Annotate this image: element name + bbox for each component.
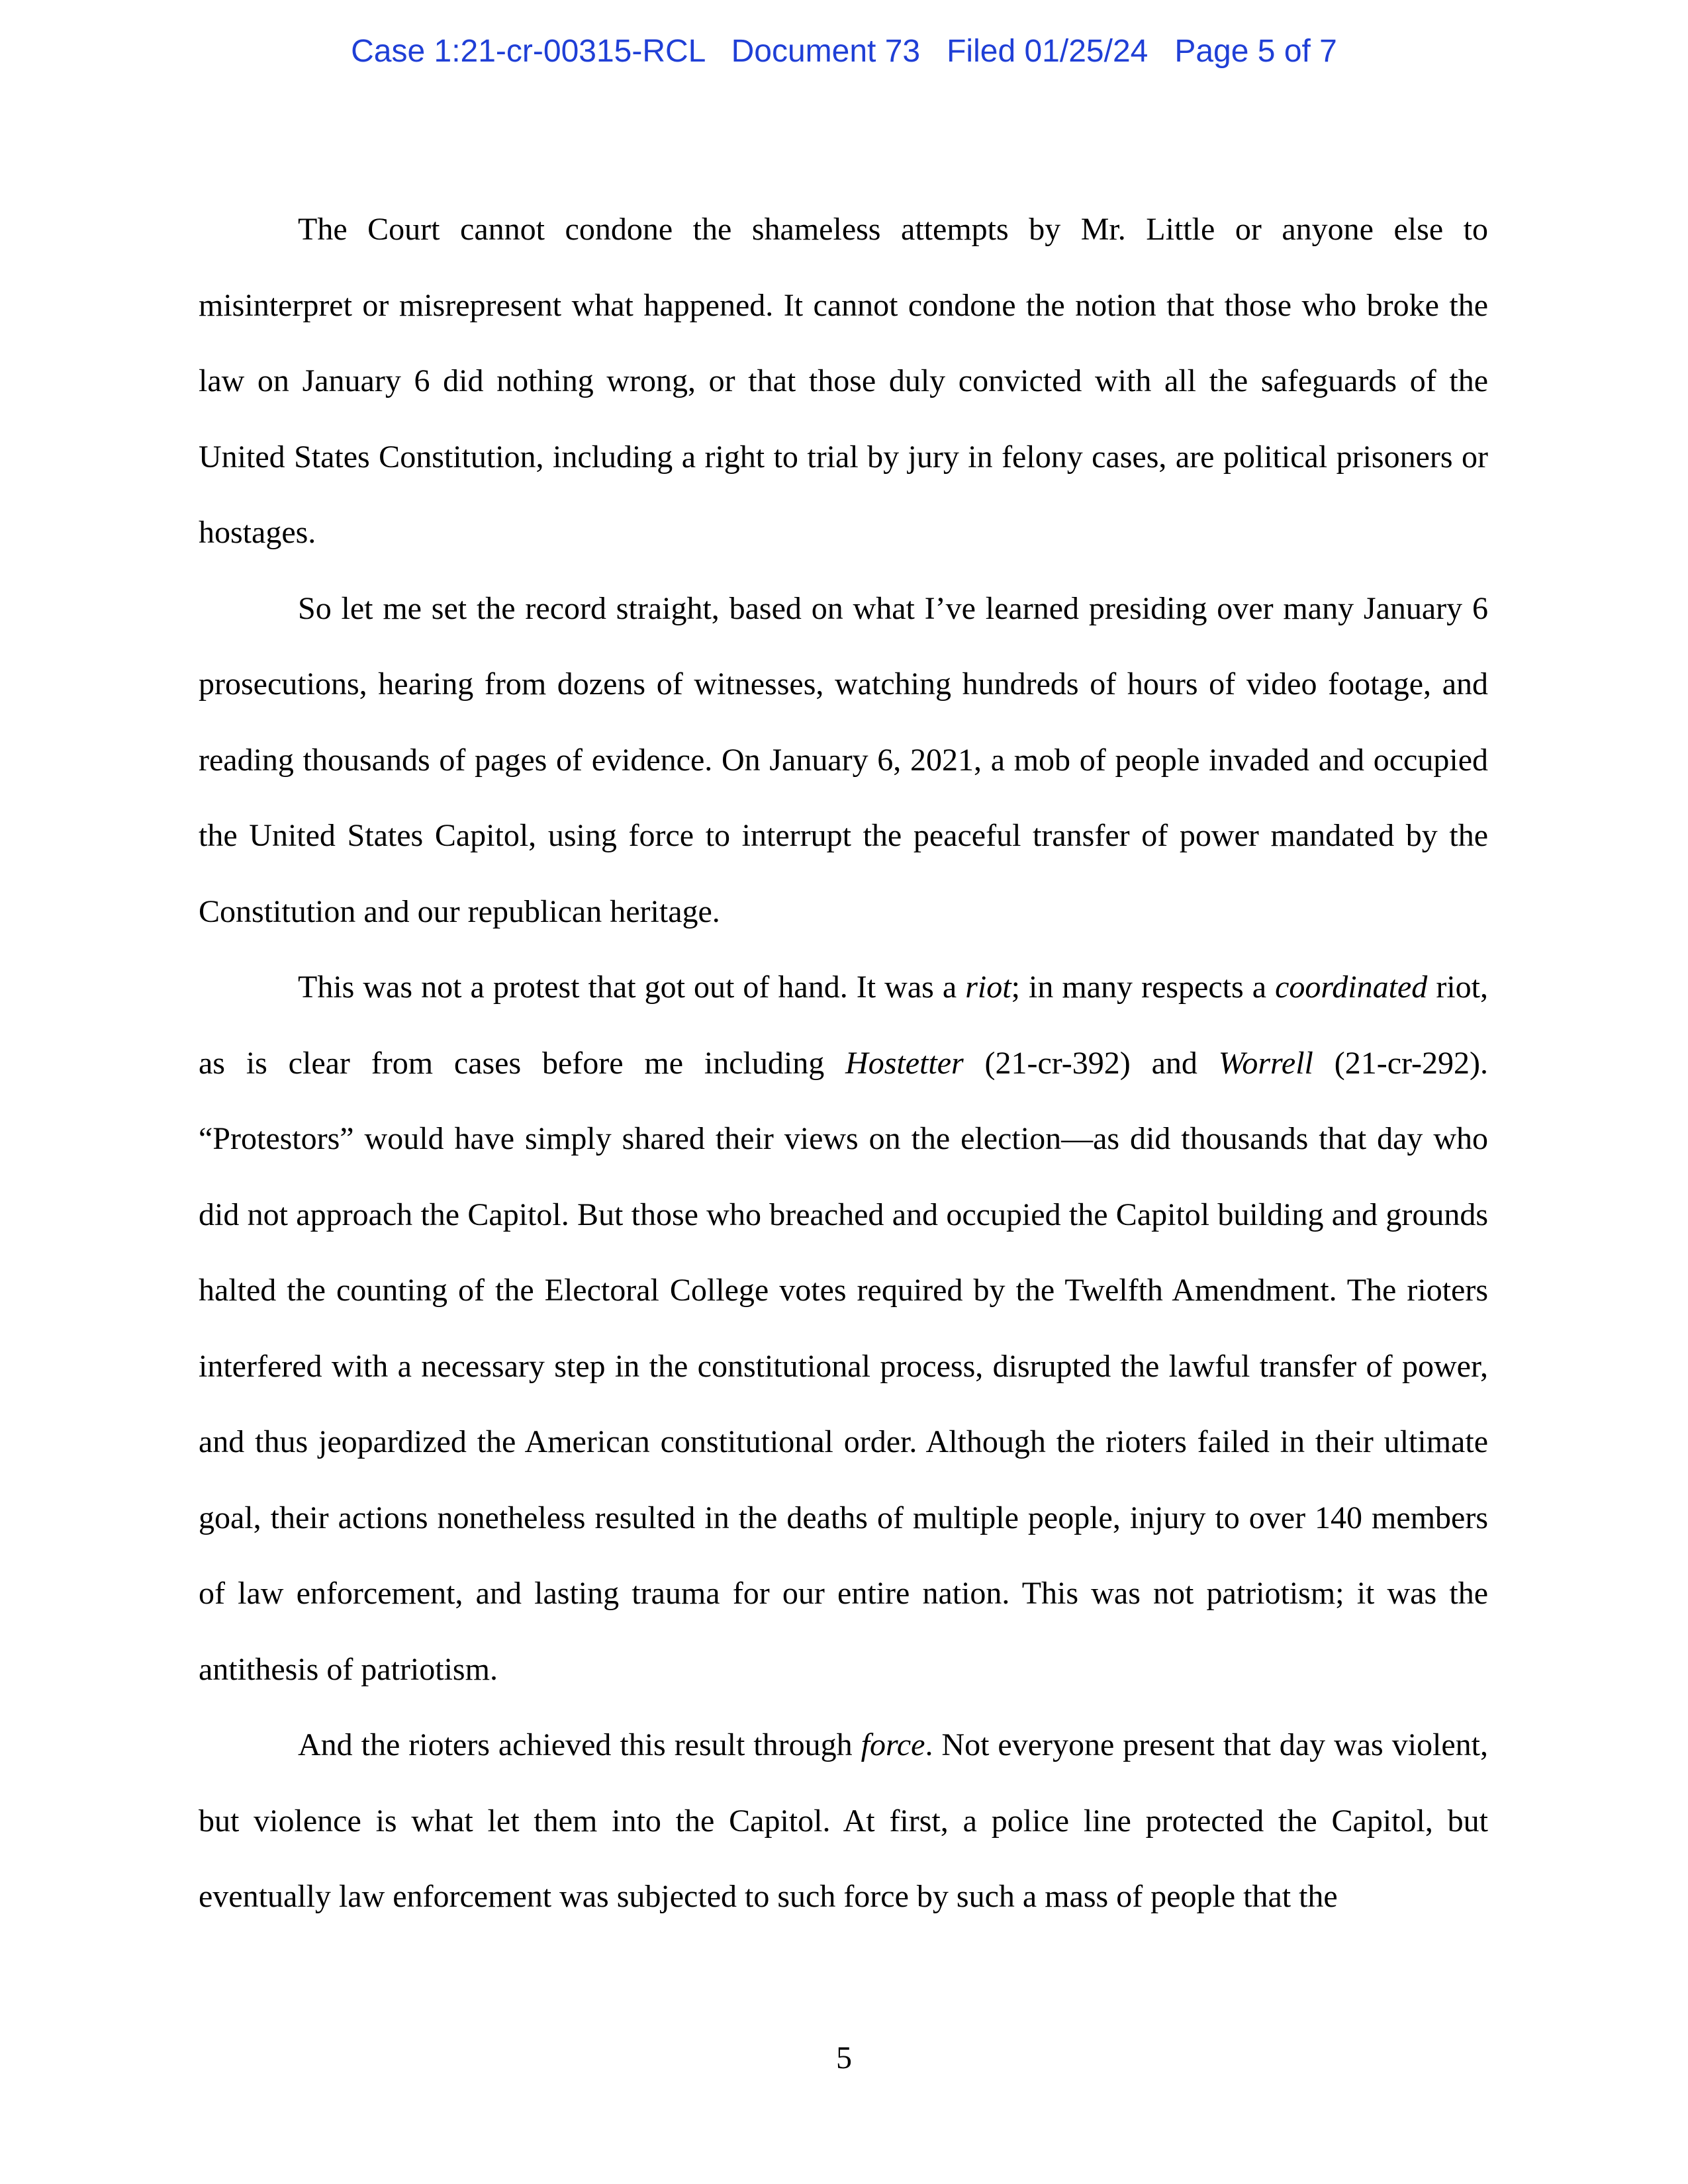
- paragraph-text: And the rioters achieved this result through: [298, 1727, 861, 1762]
- case-name-hostetter: Hostetter: [845, 1045, 964, 1081]
- paragraph: [199, 192, 1488, 571]
- paragraph: [199, 1707, 1488, 1935]
- page-number: 5: [836, 2040, 852, 2075]
- emphasis-force: force: [861, 1727, 925, 1762]
- filed-date: Filed 01/25/24: [947, 34, 1149, 69]
- ecf-header-stamp: [0, 30, 1688, 73]
- case-name-worrell: Worrell: [1218, 1045, 1313, 1081]
- page-indicator: Page 5 of 7: [1174, 34, 1337, 69]
- paragraph-text: . Not everyone present that day was violent, but violence is what let them into the Capitol. At first, a police line protected the Capitol, but eventually law enforcement was subjected to such force by such a mass of people that the: [199, 1727, 1489, 1914]
- paragraph-text: So let me set the record straight, based on what I’ve learned presiding over many January 6 prosecutions, hearing from dozens of witnesses, watching hundreds of hours of video footage, and reading thousands of pages of evidence. On January 6, 2021, a mob of people invaded and occupied the United States Capitol, using force to interrupt the peaceful transfer of power mandated by the Constitution and our republican heritage.: [199, 590, 1488, 929]
- paragraph-text: (21-cr-292). “Protestors” would have simply shared their views on the election—as did thousands that day who did not approach the Capitol. But those who breached and occupied the Capitol building and grounds halted the counting of the Electoral College votes required by the Twelfth Amendment. The rioters interfered with a necessary step in the constitutional process, disrupted the lawful transfer of power, and thus jeopardized the American constitutional order. Although the rioters failed in their ultimate goal, their actions nonetheless resulted in the deaths of multiple people, injury to over 140 members of law enforcement, and lasting trauma for our entire nation. This was not patriotism; it was the antithesis of patriotism.: [199, 1045, 1488, 1687]
- emphasis-riot: riot: [965, 970, 1011, 1005]
- paragraph: [199, 950, 1488, 1707]
- paragraph-text: (21-cr-392) and: [963, 1045, 1219, 1081]
- paragraph-text: ; in many respects a: [1011, 970, 1276, 1005]
- document-number: Document 73: [731, 34, 921, 69]
- paragraph-text: riot, as is clear from cases before me including: [199, 970, 1488, 1081]
- case-number: Case 1:21-cr-00315-RCL: [351, 34, 705, 69]
- body-text: [199, 192, 1488, 1935]
- paragraph-text: The Court cannot condone the shameless attempts by Mr. Little or anyone else to misinterpret or misrepresent what happened. It cannot condone the notion that those who broke the law on January 6 did nothing wrong, or that those duly convicted with all the safeguards of the United States Constitution, including a right to trial by jury in felony cases, are political prisoners or hostages.: [199, 212, 1488, 550]
- paragraph-text: This was not a protest that got out of hand. It was a: [298, 970, 966, 1005]
- paragraph: [199, 571, 1488, 950]
- emphasis-coordinated: coordinated: [1275, 970, 1428, 1005]
